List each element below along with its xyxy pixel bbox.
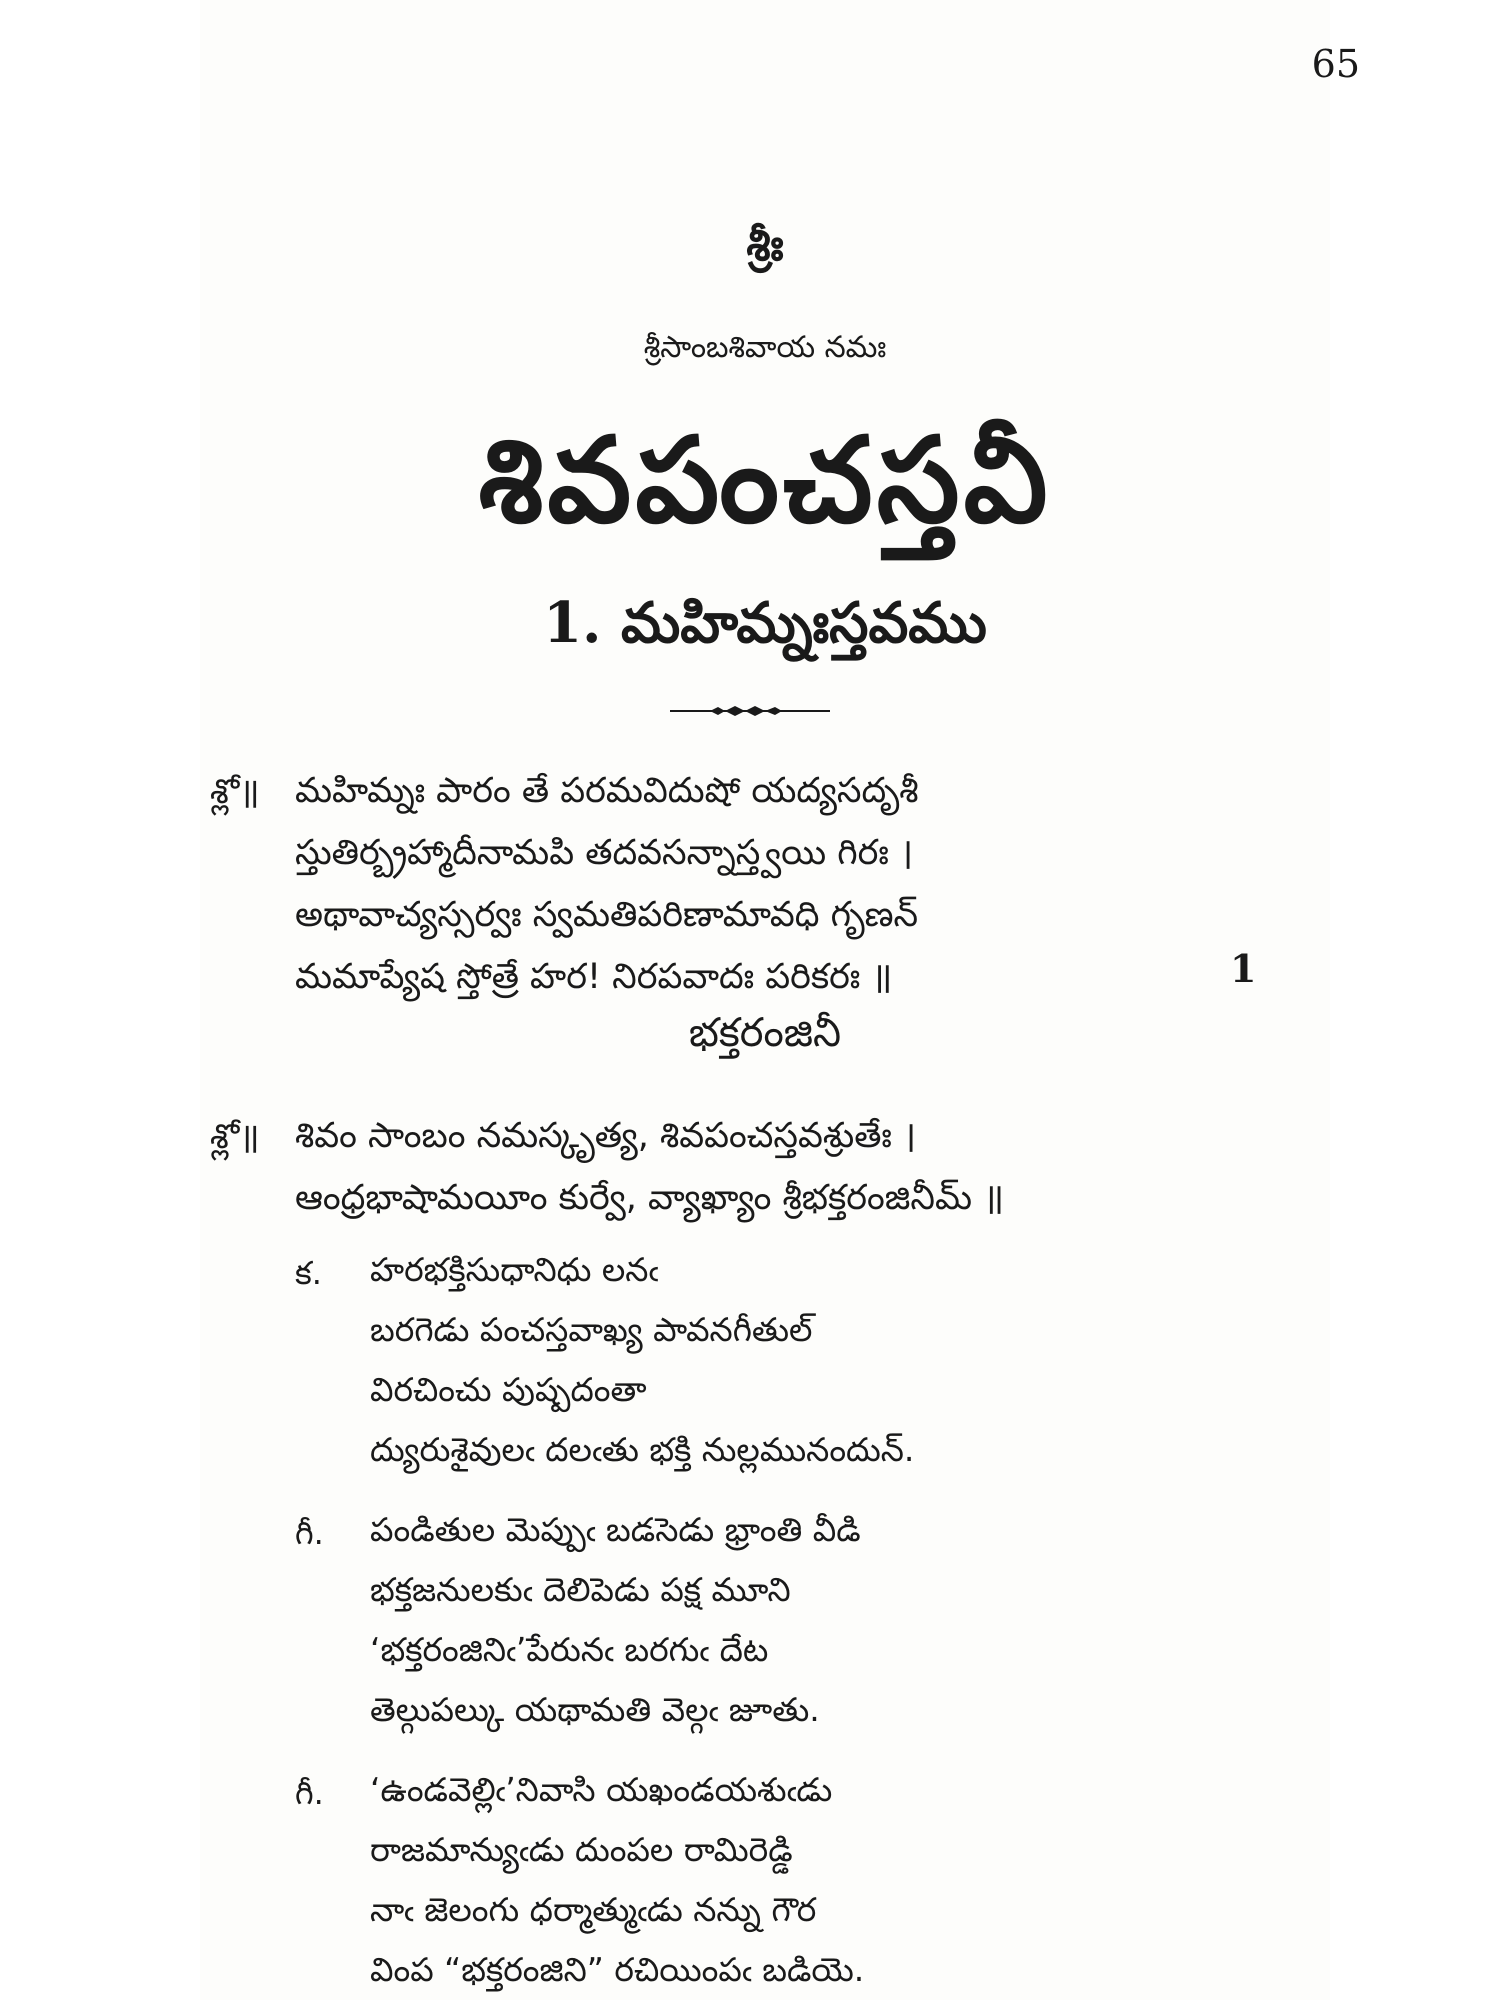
poem-label: క. bbox=[295, 1254, 322, 1292]
poem-line: రాజమాన్యుఁడు దుంపల రామిరెడ్డి bbox=[370, 1830, 793, 1869]
poem-line: ‘ఉండవెల్లిఁ’నివాసి యఖండయశుఁడు bbox=[370, 1770, 833, 1809]
verse-line: శివం సాంబం నమస్కృత్య, శివపంచస్తవశ్రుతేః । bbox=[295, 1116, 917, 1156]
poem-lines bbox=[370, 1240, 914, 1480]
verse-1 bbox=[210, 760, 1310, 1020]
poem-label: గీ. bbox=[295, 1514, 324, 1552]
page-number: 65 bbox=[1311, 42, 1360, 86]
verse-lines bbox=[295, 1105, 1004, 1229]
verse-label: శ్లో॥ bbox=[210, 1117, 260, 1157]
poem-lines bbox=[370, 1760, 864, 2000]
poem-line: హరభక్తిసుధానిధు లనఁ bbox=[370, 1250, 659, 1289]
poem-line: బరగెడు పంచస్తవాఖ్య పావనగీతుల్ bbox=[370, 1310, 813, 1349]
poem-label: గీ. bbox=[295, 1774, 324, 1812]
main-title: శివపంచస్తవీ bbox=[478, 410, 1052, 549]
verse-line: అథావాచ్యస్సర్వః స్వమతిపరిణామావధి గృణన్ bbox=[295, 895, 919, 935]
poem-line: పండితుల మెప్పుఁ బడసెడు భ్రాంతి వీడి bbox=[370, 1510, 861, 1549]
section-title: భక్తరంజినీ bbox=[688, 1010, 842, 1056]
chapter-title: 1. మహిమ్నఃస్తవము bbox=[543, 590, 987, 656]
poem-lines bbox=[370, 1500, 861, 1740]
verse-2 bbox=[210, 1105, 1310, 1235]
verse-line: మహిమ్నః పారం తే పరమవిదుషో యద్యసదృశీ bbox=[295, 771, 919, 811]
verse-lines bbox=[295, 760, 918, 1008]
verse-line: ఆంధ్రభాషామయీం కుర్వే, వ్యాఖ్యాం శ్రీభక్తరంజినీమ్ ॥ bbox=[295, 1178, 1005, 1218]
poem-line: ద్యురుశైవులఁ దలఁతు భక్తి నుల్లమునందున్. bbox=[370, 1430, 915, 1469]
poem-line: తెల్గుపల్కు యథామతి వెల్గఁ జూతు. bbox=[370, 1690, 820, 1729]
verse-line: మమాప్యేష స్తోత్రే హర! నిరపవాదః పరికరః ॥ bbox=[295, 957, 893, 997]
invocation-line: శ్రీసాంబశివాయ నమః bbox=[643, 330, 887, 365]
verse-number: 1 bbox=[1230, 946, 1257, 991]
poem-line: విరచించు పుష్పదంతా bbox=[370, 1370, 647, 1409]
sri-heading: శ్రీః bbox=[746, 220, 784, 271]
poem-line: వింప “భక్తరంజిని” రచియింపఁ బడియె. bbox=[370, 1950, 865, 1989]
poem-line: భక్తజనులకుఁ దెలిపెడు పక్ష మూని bbox=[370, 1570, 791, 1609]
poem-line: నాఁ జెలంగు ధర్మాత్ముఁడు నన్ను గౌర bbox=[370, 1890, 817, 1929]
ornament-divider-icon bbox=[670, 705, 830, 717]
verse-label: శ్లో॥ bbox=[210, 772, 260, 812]
verse-line: స్తుతిర్బ్రహ్మాదీనామపి తదవసన్నాస్త్వయి గిరః । bbox=[295, 833, 914, 873]
poem-line: ‘భక్తరంజినిఁ’పేరునఁ బరగుఁ దేట bbox=[370, 1630, 769, 1669]
